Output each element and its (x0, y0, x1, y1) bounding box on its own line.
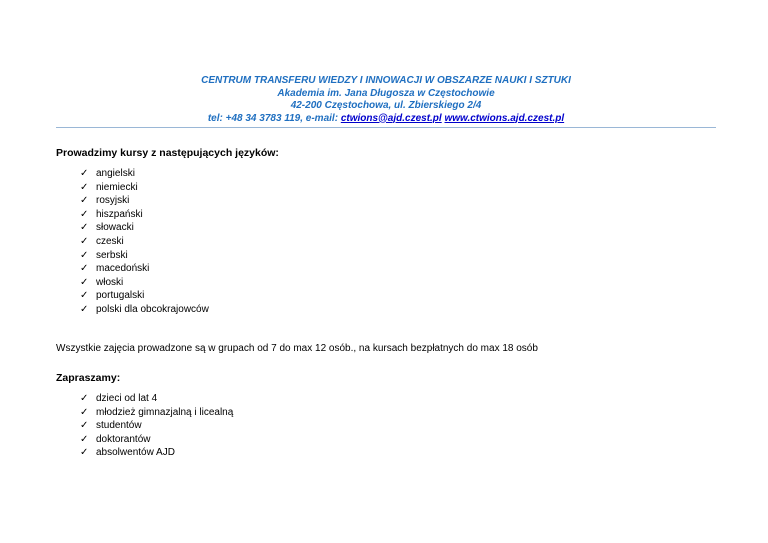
list-item (80, 221, 209, 235)
list-item-label: macedoński (96, 263, 150, 275)
list-item-label: absolwentów AJD (96, 447, 175, 459)
contact-prefix: tel: +48 34 3783 119, e-mail: (207, 112, 341, 124)
languages-heading: Prowadzimy kursy z następujących języków: (56, 147, 279, 159)
list-item (80, 433, 233, 447)
email-link[interactable]: ctwions@ajd.czest.pl (340, 112, 442, 124)
list-item (80, 406, 233, 420)
letterhead (56, 75, 716, 125)
list-item (80, 181, 209, 195)
groups-note: Wszystkie zajęcia prowadzone są w grupach od 7 do max 12 osób., na kursach bezpłatnych do max 18 osób (56, 343, 538, 354)
list-item-label: studentów (96, 420, 142, 432)
list-item-label: słowacki (96, 222, 134, 234)
checkmark-icon: ✓ (80, 406, 89, 418)
list-item-label: hiszpański (96, 208, 143, 220)
website-link[interactable]: www.ctwions.ajd.czest.pl (444, 112, 565, 124)
checkmark-icon: ✓ (80, 290, 89, 302)
list-item-label: portugalski (96, 290, 145, 302)
checkmark-icon: ✓ (80, 433, 89, 445)
list-item (80, 235, 209, 249)
checkmark-icon: ✓ (80, 222, 89, 234)
checkmark-icon: ✓ (80, 168, 89, 179)
list-item-label: dzieci od lat 4 (96, 393, 158, 404)
languages-list (80, 167, 209, 317)
list-item (80, 262, 209, 276)
checkmark-icon: ✓ (80, 263, 89, 275)
list-item (80, 276, 209, 290)
checkmark-icon: ✓ (80, 393, 89, 404)
list-item-label: polski dla obcokrajowców (96, 303, 209, 315)
list-item (80, 249, 209, 263)
list-item-label: niemiecki (96, 181, 138, 193)
checkmark-icon: ✓ (80, 249, 89, 261)
checkmark-icon: ✓ (80, 195, 89, 207)
list-item-label: rosyjski (96, 195, 130, 207)
header-divider (56, 127, 716, 128)
academy-name: Akademia im. Jana Długosza w Częstochowie (277, 87, 495, 99)
contact-line (56, 113, 716, 126)
list-item (80, 208, 209, 222)
list-item (80, 303, 209, 317)
invite-heading: Zapraszamy: (56, 372, 121, 384)
list-item (80, 194, 209, 208)
checkmark-icon: ✓ (80, 303, 89, 315)
list-item (80, 289, 209, 303)
checkmark-icon: ✓ (80, 447, 89, 459)
list-item-label: czeski (96, 235, 124, 247)
center-name: CENTRUM TRANSFERU WIEDZY I INNOWACJI W OBSZARZE NAUKI I SZTUKI (201, 75, 571, 86)
list-item (80, 446, 233, 460)
list-item-label: młodzież gimnazjalną i licealną (96, 406, 234, 418)
list-item-label: serbski (96, 249, 128, 261)
checkmark-icon: ✓ (80, 276, 89, 288)
checkmark-icon: ✓ (80, 235, 89, 247)
list-item-label: włoski (96, 276, 124, 288)
invite-list (80, 392, 233, 460)
checkmark-icon: ✓ (80, 181, 89, 193)
address: 42-200 Częstochowa, ul. Zbierskiego 2/4 (290, 100, 482, 111)
list-item (80, 167, 209, 181)
checkmark-icon: ✓ (80, 208, 89, 220)
list-item-label: doktorantów (96, 433, 151, 445)
checkmark-icon: ✓ (80, 420, 89, 432)
list-item-label: angielski (96, 168, 135, 179)
list-item (80, 419, 233, 433)
list-item (80, 392, 233, 406)
